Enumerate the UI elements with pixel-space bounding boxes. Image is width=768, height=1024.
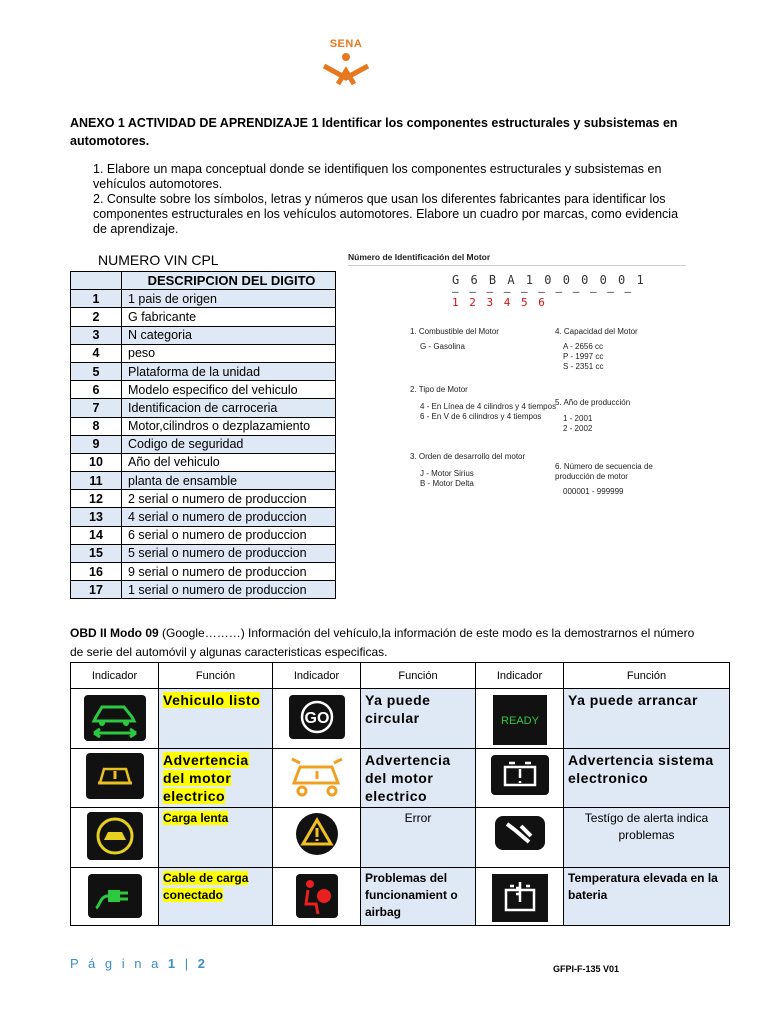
- vin-num: 2: [71, 308, 122, 326]
- function-cell: [361, 868, 476, 926]
- vin-num: 8: [71, 417, 122, 435]
- vin-num: 10: [71, 453, 122, 471]
- obd-title: [70, 624, 695, 662]
- vin-desc: 2 serial o numero de produccion: [122, 490, 336, 508]
- document-title: ANEXO 1 ACTIVIDAD DE APRENDIZAJE 1 Identificar los componentes estructurales y subsistemas en automotores.: [70, 116, 678, 148]
- logo-text: SENA: [329, 38, 363, 50]
- function-cell: [361, 689, 476, 749]
- vin-header: DESCRIPCION DEL DIGITO: [122, 272, 336, 290]
- go-label: GO: [304, 710, 329, 727]
- sena-logo: [318, 38, 374, 88]
- indicator-cell: [71, 868, 159, 926]
- vin-num: 12: [71, 490, 122, 508]
- function-cell: [361, 808, 476, 868]
- block-title: 4. Capacidad del Motor: [555, 327, 638, 336]
- divider: [348, 265, 686, 266]
- vin-num: 7: [71, 399, 122, 417]
- function-cell: [564, 749, 730, 808]
- sena-logo-icon: [318, 38, 374, 88]
- block-line: S - 2351 cc: [563, 362, 604, 371]
- function-text: Carga lenta: [163, 811, 229, 825]
- indicator-cell: [71, 808, 159, 868]
- battery-warning-icon: [491, 755, 549, 795]
- vin-num: 6: [71, 381, 122, 399]
- indicator-cell: [476, 868, 564, 926]
- function-cell: [564, 868, 730, 926]
- vin-desc: Plataforma de la unidad: [122, 362, 336, 380]
- battery-temperature-icon: [492, 874, 548, 922]
- vin-num: 4: [71, 344, 122, 362]
- function-text: Testígo de alerta indica problemas: [584, 811, 709, 842]
- go-icon: [289, 695, 345, 739]
- page-current: 1: [167, 956, 179, 971]
- block-line: A - 2656 cc: [563, 342, 604, 351]
- vin-desc: peso: [122, 344, 336, 362]
- block-line: 2 - 2002: [563, 424, 593, 433]
- instruction-1: 1. Elabore un mapa conceptual donde se identifiquen los componentes estructurales y subsistemas en vehículos automotores.: [93, 162, 662, 191]
- block-line: G - Gasolina: [420, 342, 465, 351]
- ev-ready-icon: [84, 695, 146, 741]
- motor-block-2: [410, 385, 556, 422]
- col-header: Indicador: [273, 663, 361, 689]
- vin-desc: G fabricante: [122, 308, 336, 326]
- function-text: Advertencia del motor electrico: [163, 752, 249, 804]
- error-warning-icon: [293, 810, 341, 858]
- block-line: 6 - En V de 6 cilindros y 4 tiempos: [420, 412, 542, 421]
- motor-positions: 1 2 3 4 5 6: [452, 296, 547, 309]
- motor-id-figure: [348, 252, 686, 507]
- block-title: 2. Tipo de Motor: [410, 385, 468, 394]
- block-title: 3. Orden de desarrollo del motor: [410, 452, 526, 461]
- motor-block-5: [555, 398, 630, 434]
- vin-desc: 9 serial o numero de produccion: [122, 563, 336, 581]
- vin-table: [70, 271, 336, 599]
- function-cell: [564, 808, 730, 868]
- vin-desc: planta de ensamble: [122, 472, 336, 490]
- wrench-alert-icon: [495, 816, 545, 850]
- airbag-icon: [296, 874, 338, 918]
- motor-block-6: [555, 462, 680, 497]
- indicator-cell: [476, 749, 564, 808]
- function-text: Temperatura elevada en la bateria: [568, 871, 718, 902]
- motor-heading: Número de Identificación del Motor: [348, 252, 491, 262]
- page-label: P á g i n a: [70, 956, 168, 971]
- function-text: Advertencia del motor electrico: [365, 752, 451, 804]
- function-cell: [159, 689, 273, 749]
- vin-num: 15: [71, 544, 122, 562]
- electric-motor-warning-icon: [286, 751, 348, 799]
- block-line: P - 1997 cc: [563, 352, 604, 361]
- function-text: Ya puede circular: [365, 692, 431, 726]
- charge-cable-icon: [88, 874, 142, 918]
- function-cell: [159, 808, 273, 868]
- vin-num: 9: [71, 435, 122, 453]
- vin-desc: 5 serial o numero de produccion: [122, 544, 336, 562]
- ready-icon: [493, 695, 547, 745]
- vin-num: 1: [71, 290, 122, 308]
- page-number: [70, 956, 208, 971]
- col-header: Indicador: [71, 663, 159, 689]
- ready-label: READY: [500, 715, 539, 727]
- ev-warning-icon: [86, 753, 144, 799]
- obd-title-text: (Google………) Información del vehículo,la información de este modo es la demostrarnos el número de serie del automóvil y algunas caracteristicas especificas.: [70, 626, 695, 659]
- vin-desc: N categoria: [122, 326, 336, 344]
- col-header: Indicador: [476, 663, 564, 689]
- function-text: Cable de carga conectado: [163, 871, 249, 902]
- vin-desc: Identificacion de carroceria: [122, 399, 336, 417]
- function-cell: [159, 749, 273, 808]
- col-header: Función: [159, 663, 273, 689]
- vin-num: 16: [71, 563, 122, 581]
- indicator-cell: [273, 808, 361, 868]
- function-text: Error: [404, 811, 432, 825]
- vin-desc: 4 serial o numero de produccion: [122, 508, 336, 526]
- motor-dashes: — — — — — — — — — — —: [452, 285, 634, 298]
- vin-desc: 1 serial o numero de produccion: [122, 581, 336, 599]
- instructions: [93, 162, 693, 237]
- vin-num: 3: [71, 326, 122, 344]
- vin-num: 14: [71, 526, 122, 544]
- vin-desc: Modelo especifico del vehiculo: [122, 381, 336, 399]
- function-cell: [564, 689, 730, 749]
- motor-block-4: [555, 327, 638, 372]
- block-line: B - Motor Delta: [420, 479, 474, 488]
- vin-desc: 6 serial o numero de produccion: [122, 526, 336, 544]
- block-title: 5. Año de producción: [555, 398, 631, 407]
- function-cell: [361, 749, 476, 808]
- col-header: Función: [564, 663, 730, 689]
- obd-title-bold: OBD II Modo 09: [70, 626, 159, 640]
- vin-num: 13: [71, 508, 122, 526]
- motor-block-3: [410, 452, 525, 489]
- function-text: Problemas del funcionamient o airbag: [365, 871, 458, 919]
- col-header: Función: [361, 663, 476, 689]
- instruction-2: 2. Consulte sobre los símbolos, letras y números que usan los diferentes fabricantes para identificar los componentes estructurales en los vehículos automotores. Elabore un cuadro por marcas, como evidencia de aprendizaje.: [93, 192, 679, 236]
- page-separator: |: [178, 956, 198, 971]
- indicator-table: [70, 662, 730, 926]
- form-code: GFPI-F-135 V01: [553, 964, 620, 974]
- function-text: Ya puede arrancar: [568, 692, 698, 708]
- block-line: 1 - 2001: [563, 414, 593, 423]
- block-title: 1. Combustible del Motor: [410, 327, 499, 336]
- indicator-cell: [273, 749, 361, 808]
- function-cell: [159, 868, 273, 926]
- block-line: 4 - En Línea de 4 cilindros y 4 tiempos: [420, 402, 557, 411]
- vin-desc: Año del vehiculo: [122, 453, 336, 471]
- vin-num: 11: [71, 472, 122, 490]
- function-text: Vehiculo listo: [163, 692, 261, 708]
- motor-block-1: [410, 327, 499, 352]
- indicator-cell: [476, 808, 564, 868]
- function-text: Advertencia sistema electronico: [568, 752, 714, 786]
- indicator-cell: [273, 868, 361, 926]
- block-line: 000001 - 999999: [563, 487, 624, 496]
- vin-desc: Motor,cilindros o dezplazamiento: [122, 417, 336, 435]
- vin-title: NUMERO VIN CPL: [98, 252, 219, 268]
- slow-charge-icon: [87, 812, 143, 860]
- vin-desc: Codigo de seguridad: [122, 435, 336, 453]
- block-line: J - Motor Sirius: [420, 469, 474, 478]
- vin-num: 17: [71, 581, 122, 599]
- indicator-cell: [476, 689, 564, 749]
- vin-desc: 1 pais de origen: [122, 290, 336, 308]
- indicator-cell: [71, 689, 159, 749]
- page-total: 2: [197, 956, 208, 971]
- block-title: 6. Número de secuencia de producción de motor: [555, 462, 653, 481]
- motor-code: G 6 B A 1 0 0 0 0 0 1: [452, 273, 646, 287]
- vin-num: 5: [71, 362, 122, 380]
- indicator-cell: [273, 689, 361, 749]
- indicator-cell: [71, 749, 159, 808]
